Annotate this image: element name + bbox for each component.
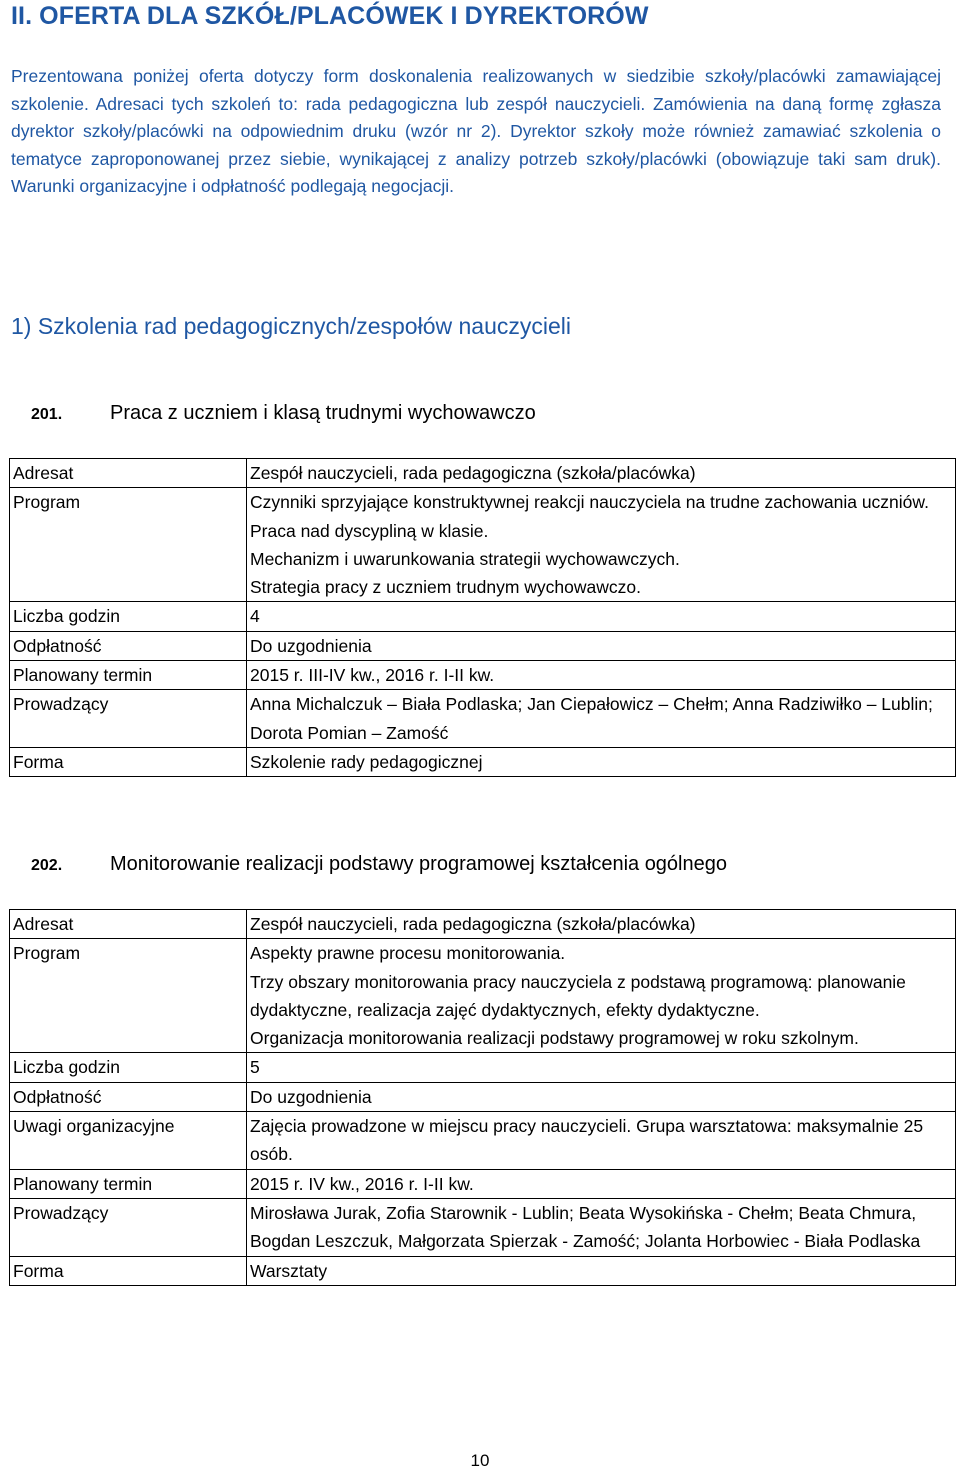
course-heading xyxy=(11,853,727,876)
table-row xyxy=(10,1256,956,1285)
intro-paragraph-2: Dyrektor szkoły może również zamawiać szkolenia o tematyce zaproponowanej przez siebie, wynikającej z analizy potrzeb szkoły/placówki (obowiązuje taki sam druk). Warunki organizacyjne i odpłatność podlegają negocjacji. xyxy=(11,121,942,196)
course-table xyxy=(9,458,956,777)
row-label: Prowadzący xyxy=(10,690,247,748)
table-row xyxy=(10,690,956,748)
row-value: Do uzgodnienia xyxy=(247,1082,956,1111)
table-row xyxy=(10,488,956,602)
row-value: Do uzgodnienia xyxy=(247,631,956,660)
row-value: Szkolenie rady pedagogicznej xyxy=(247,747,956,776)
row-value: 4 xyxy=(247,602,956,631)
course-title: Praca z uczniem i klasą trudnymi wychowawczo xyxy=(110,402,536,424)
row-label: Forma xyxy=(10,747,247,776)
intro-paragraph-1: Prezentowana poniżej oferta dotyczy form doskonalenia realizowanych w siedzibie szkoły/placówki zamawiającej szkolenie. Adresaci tych szkoleń to: rada pedagogiczna lub zespół nauczycieli. Zamówienia na daną formę zgłasza dyrektor szkoły/placówki na odpowiednim druku (wzór nr 2). xyxy=(11,66,941,141)
intro-text xyxy=(11,63,941,201)
row-value: Zespół nauczycieli, rada pedagogiczna (szkoła/placówka) xyxy=(247,910,956,939)
table-row xyxy=(10,1053,956,1082)
row-value: Zespół nauczycieli, rada pedagogiczna (szkoła/placówka) xyxy=(247,459,956,488)
sub-heading: 1) Szkolenia rad pedagogicznych/zespołów nauczycieli xyxy=(11,313,571,339)
row-label: Planowany termin xyxy=(10,661,247,690)
row-label: Liczba godzin xyxy=(10,602,247,631)
row-value: Mirosława Jurak, Zofia Starownik - Lublin; Beata Wysokińska - Chełm; Beata Chmura, Bogdan Leszczuk, Małgorzata Spierzak - Zamość; Jolanta Horbowiec - Biała Podlaska xyxy=(247,1198,956,1256)
course-title: Monitorowanie realizacji podstawy programowej kształcenia ogólnego xyxy=(110,853,727,875)
table-row xyxy=(10,1169,956,1198)
row-label: Odpłatność xyxy=(10,1082,247,1111)
row-value: Aspekty prawne procesu monitorowania. Trzy obszary monitorowania pracy nauczyciela z podstawą programową: planowanie dydaktyczne, realizacja zajęć dydaktycznych, efekty dydaktyczne. Organizacja monitorowania realizacji podstawy programowej w roku szkolnym. xyxy=(247,939,956,1053)
row-label: Adresat xyxy=(10,910,247,939)
table-row xyxy=(10,939,956,1053)
row-label: Liczba godzin xyxy=(10,1053,247,1082)
course-table xyxy=(9,909,956,1286)
table-row xyxy=(10,631,956,660)
row-label: Program xyxy=(10,939,247,1053)
row-value: 5 xyxy=(247,1053,956,1082)
table-row xyxy=(10,1112,956,1170)
row-value: 2015 r. IV kw., 2016 r. I-II kw. xyxy=(247,1169,956,1198)
table-row xyxy=(10,661,956,690)
row-label: Odpłatność xyxy=(10,631,247,660)
row-value: Anna Michalczuk – Biała Podlaska; Jan Ciepałowicz – Chełm; Anna Radziwiłko – Lublin; Dorota Pomian – Zamość xyxy=(247,690,956,748)
row-label: Program xyxy=(10,488,247,602)
row-value: Zajęcia prowadzone w miejscu pracy nauczycieli. Grupa warsztatowa: maksymalnie 25 osób. xyxy=(247,1112,956,1170)
table-row xyxy=(10,1082,956,1111)
row-label: Adresat xyxy=(10,459,247,488)
row-label: Planowany termin xyxy=(10,1169,247,1198)
course-number: 202. xyxy=(31,857,63,874)
row-value: 2015 r. III-IV kw., 2016 r. I-II kw. xyxy=(247,661,956,690)
row-label: Forma xyxy=(10,1256,247,1285)
row-value: Czynniki sprzyjające konstruktywnej reakcji nauczyciela na trudne zachowania uczniów. Praca nad dyscypliną w klasie. Mechanizm i uwarunkowania strategii wychowawczych. Strategia pracy z uczniem trudnym wychowawczo. xyxy=(247,488,956,602)
table-row xyxy=(10,1198,956,1256)
table-row xyxy=(10,910,956,939)
course-heading xyxy=(11,402,536,425)
course-number: 201. xyxy=(31,406,63,423)
table-row xyxy=(10,747,956,776)
table-row xyxy=(10,459,956,488)
row-label: Prowadzący xyxy=(10,1198,247,1256)
section-title: II. OFERTA DLA SZKÓŁ/PLACÓWEK I DYREKTORÓW xyxy=(11,2,649,30)
table-row xyxy=(10,602,956,631)
row-value: Warsztaty xyxy=(247,1256,956,1285)
row-label: Uwagi organizacyjne xyxy=(10,1112,247,1170)
page-number: 10 xyxy=(470,1451,490,1470)
